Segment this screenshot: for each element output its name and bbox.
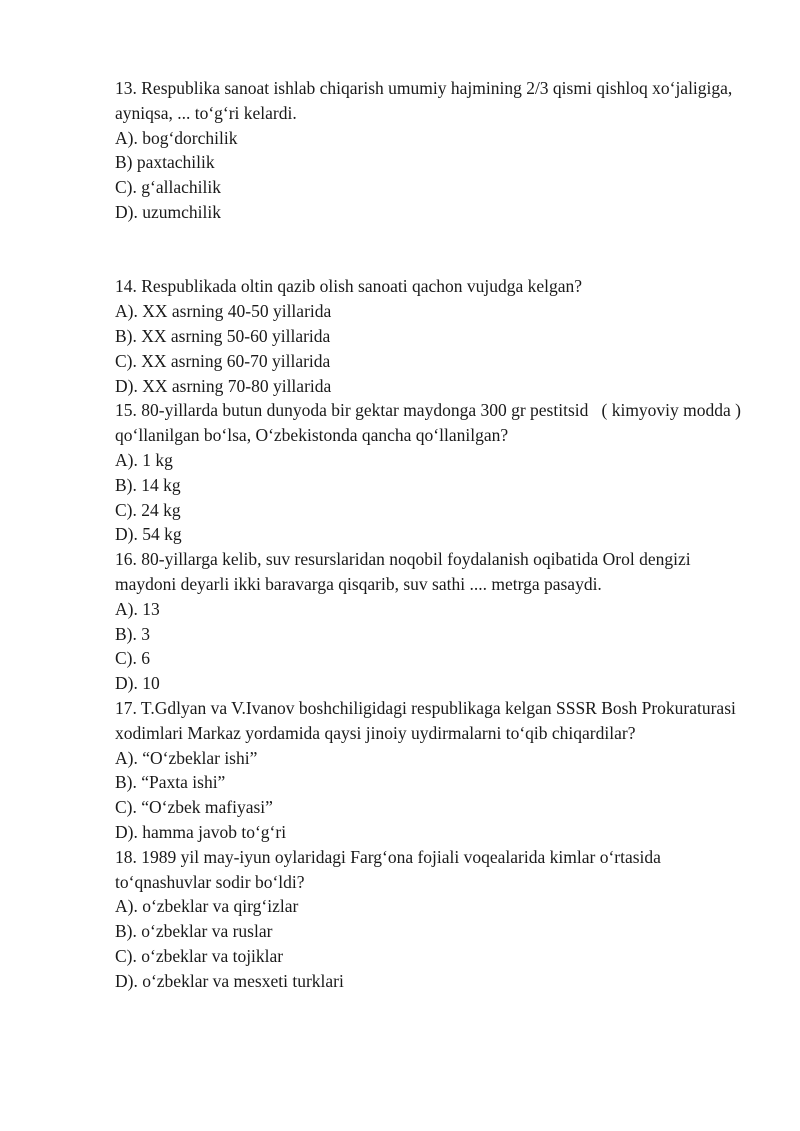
question-16 <box>115 547 755 696</box>
option-a: A). o‘zbeklar va qirg‘izlar <box>115 896 299 917</box>
option-d: D). XX asrning 70-80 yillarida <box>115 375 332 396</box>
blank-space <box>115 225 755 275</box>
option-b: B) paxtachilik <box>115 152 215 173</box>
document-page <box>115 76 755 993</box>
option-b: B). 14 kg <box>115 474 181 495</box>
option-a: A). 1 kg <box>115 449 173 470</box>
option-d: D). hamma javob to‘g‘ri <box>115 821 287 842</box>
option-c: C). XX asrning 60-70 yillarida <box>115 350 331 371</box>
option-d: D). 10 <box>115 673 160 694</box>
question-text: 17. T.Gdlyan va V.Ivanov boshchiligidagi respublikaga kelgan SSSR Bosh Prokuraturasi xodimlari Markaz yordamida qaysi jinoiy uydirmalarni to‘qib chiqardilar? <box>115 697 741 743</box>
question-text: 14. Respublikada oltin qazib olish sanoati qachon vujudga kelgan? <box>115 276 583 297</box>
question-text: 16. 80-yillarga kelib, suv resurslaridan noqobil foydalanish oqibatida Orol dengizi maydoni deyarli ikki baravarga qisqarib, suv sathi .... metrga pasaydi. <box>115 549 695 594</box>
question-text: 15. 80-yillarda butun dunyoda bir gektar maydonga 300 gr pestitsid ( kimyoviy modda ) qo‘llanilgan bo‘lsa, O‘zbekistonda qancha qo‘llanilgan? <box>115 400 746 446</box>
option-a: A). 13 <box>115 598 160 619</box>
option-b: B). “Paxta ishi” <box>115 772 226 793</box>
option-d: D). 54 kg <box>115 524 182 545</box>
option-c: C). 24 kg <box>115 499 181 520</box>
option-b: B). o‘zbeklar va ruslar <box>115 921 273 942</box>
question-18 <box>115 845 755 994</box>
question-text: 18. 1989 yil may-iyun oylaridagi Farg‘ona fojiali voqealarida kimlar o‘rtasida to‘qnashuvlar sodir bo‘ldi? <box>115 846 666 892</box>
option-c: C). g‘allachilik <box>115 177 221 198</box>
question-17 <box>115 696 755 845</box>
option-c: C). 6 <box>115 648 150 669</box>
option-a: A). XX asrning 40-50 yillarida <box>115 301 332 322</box>
option-d: D). o‘zbeklar va mesxeti turklari <box>115 970 344 991</box>
option-c: C). “O‘zbek mafiyasi” <box>115 797 273 818</box>
option-c: C). o‘zbeklar va tojiklar <box>115 945 284 966</box>
option-b: B). 3 <box>115 623 150 644</box>
option-a: A). “O‘zbeklar ishi” <box>115 747 258 768</box>
option-d: D). uzumchilik <box>115 201 221 222</box>
option-b: B). XX asrning 50-60 yillarida <box>115 325 331 346</box>
option-a: A). bog‘dorchilik <box>115 127 238 148</box>
question-text: 13. Respublika sanoat ishlab chiqarish umumiy hajmining 2/3 qismi qishloq xo‘jaligiga, ayniqsa, ... to‘g‘ri kelardi. <box>115 78 737 123</box>
question-14 <box>115 274 755 398</box>
question-13 <box>115 76 755 225</box>
question-15 <box>115 398 755 547</box>
